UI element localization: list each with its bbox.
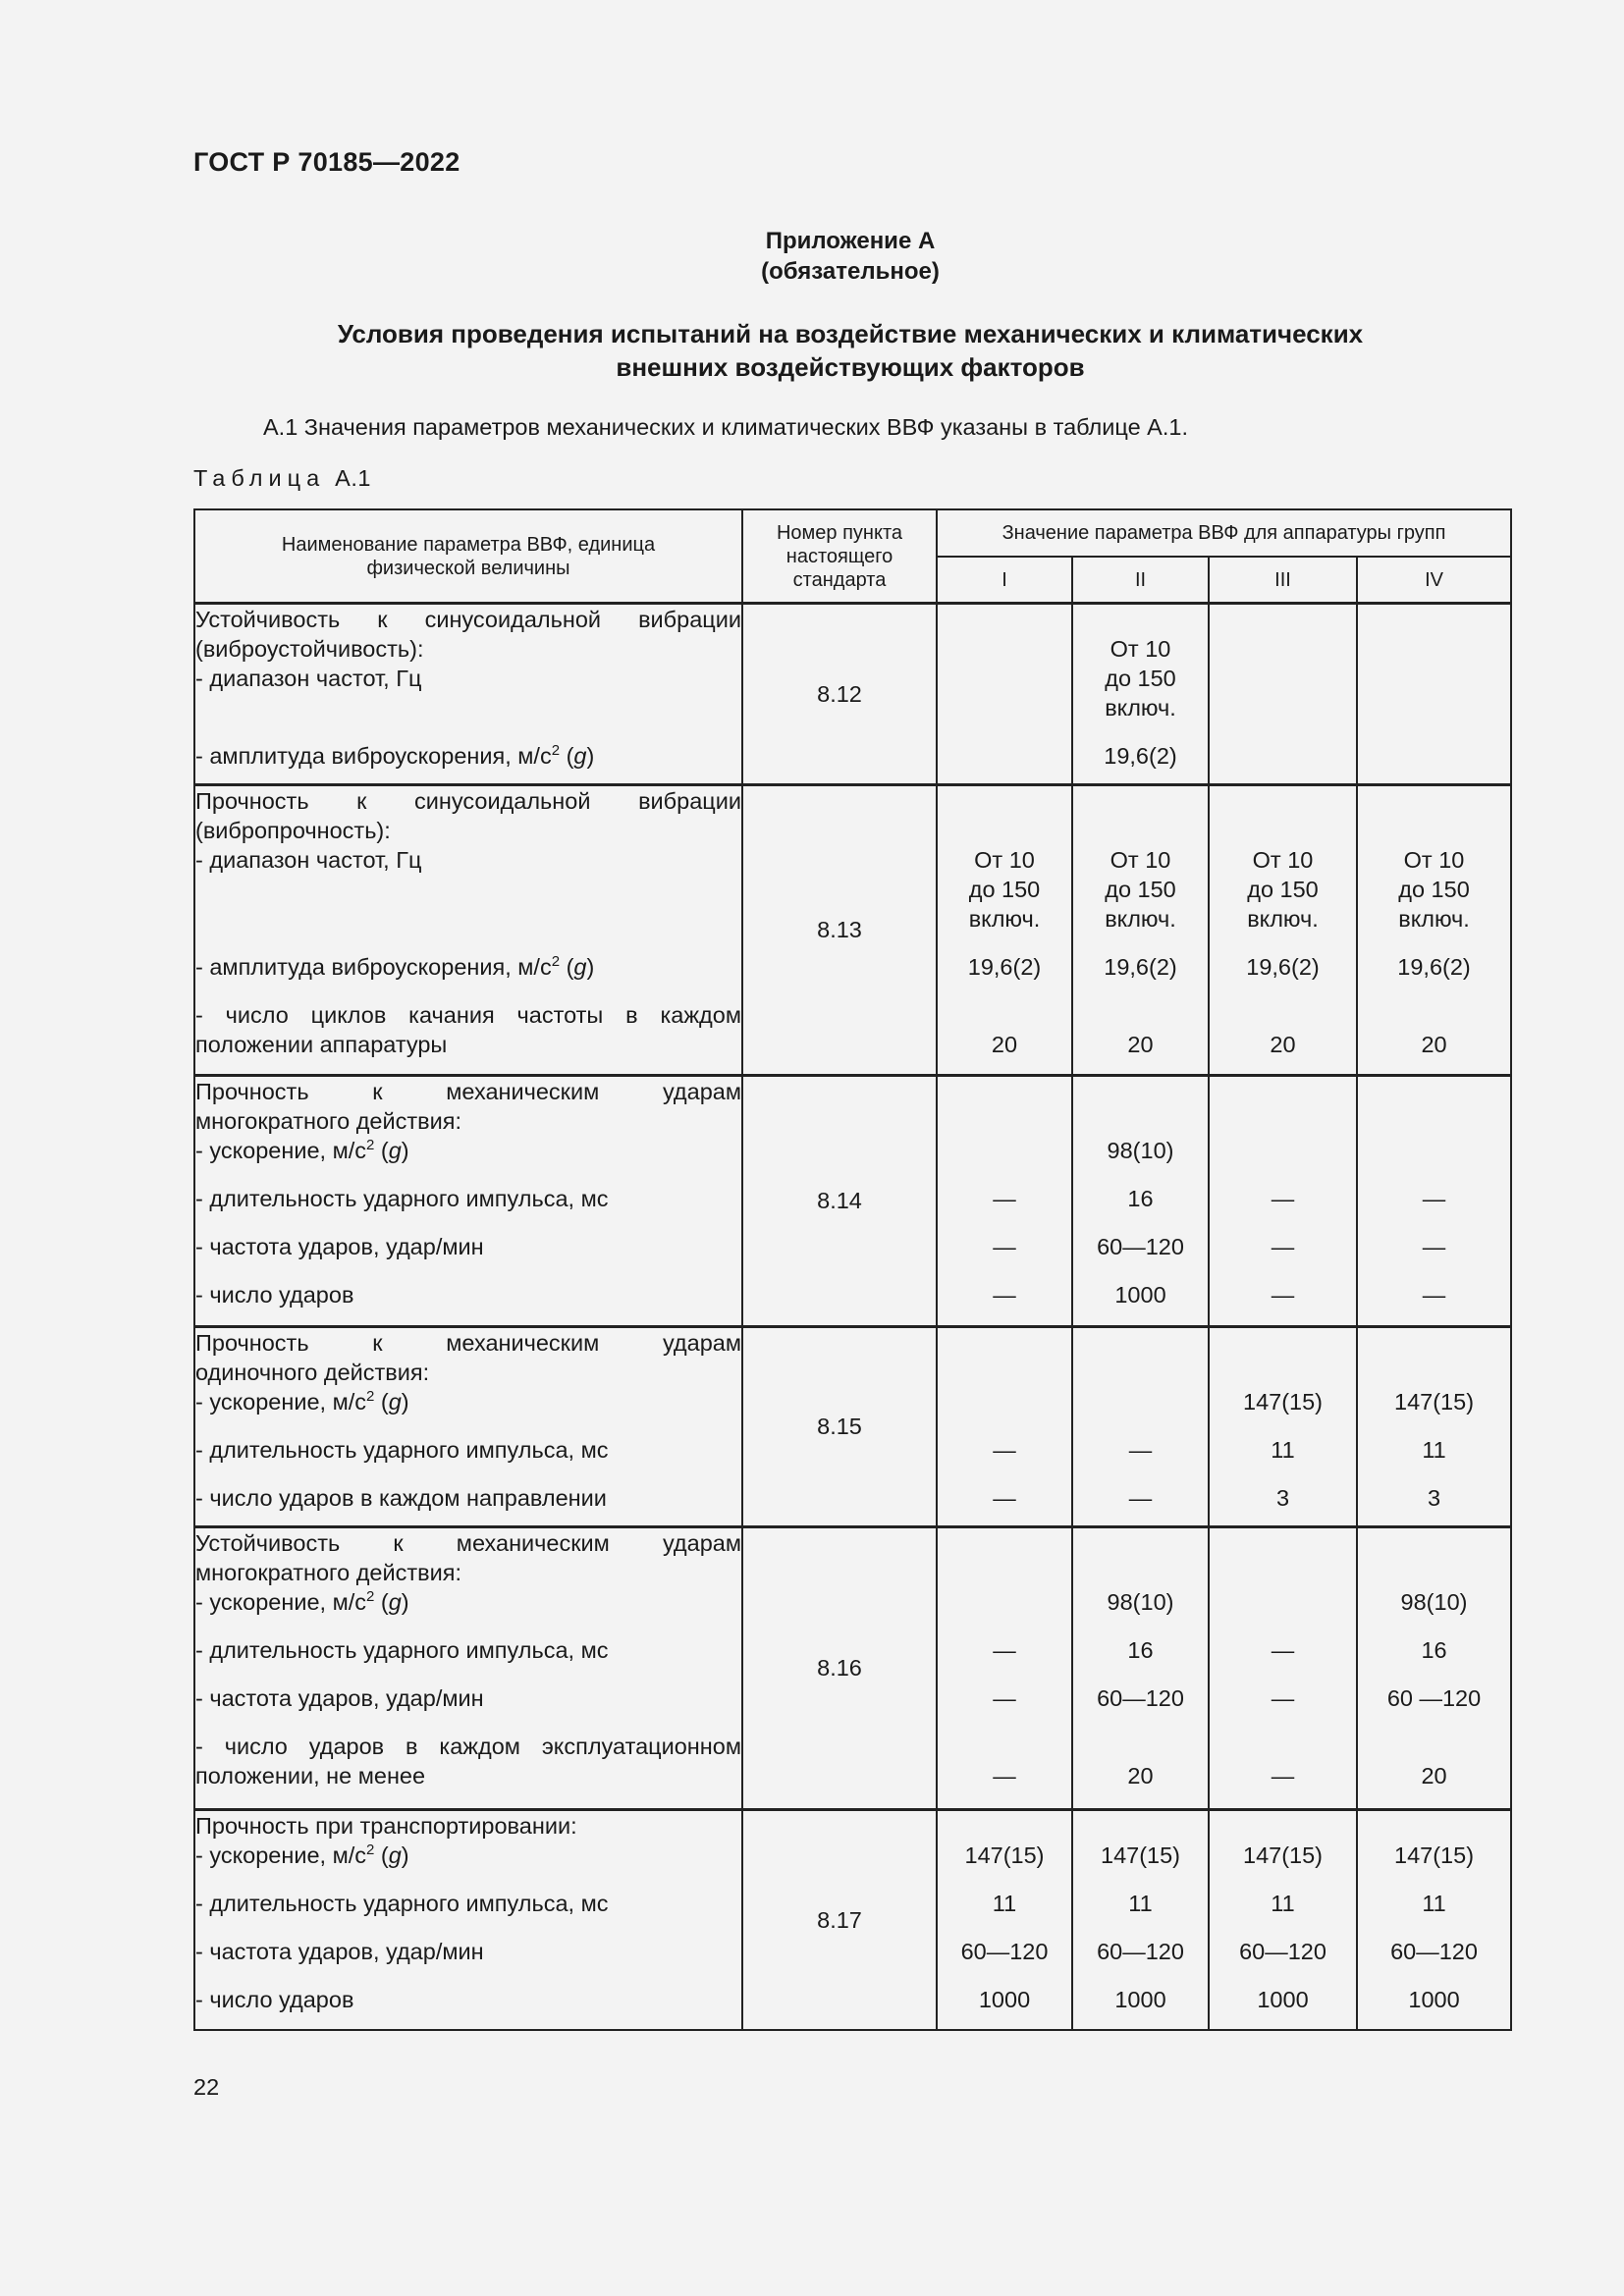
table-row: [194, 604, 1511, 785]
clause-number: 8.13: [742, 785, 937, 1076]
page-number: 22: [193, 2074, 220, 2100]
value-cell: 147(15) 11 3: [1357, 1327, 1511, 1527]
header-group-i: I: [937, 557, 1072, 604]
table-row: Прочность к синусоидальной вибрации (вибропрочность): - диапазон частот, Гц - амплитуда виброускорения, $м/с^2$ (g) - число циклов качания частоты в каждом положении аппаратуры 8.13 От 10 до 150 включ. 19,6(2) 20 От 10 до 150 включ. 19,6(2) 20 От 10 до 150 включ. 19,6(2) 20 От 10 до 150 включ. 19,6(2) 20: [194, 785, 1511, 1076]
value-cell: 147(15) 11 60—120 1000: [1357, 1810, 1511, 2031]
value-cell: От 10 до 150 включ. 19,6(2): [1072, 604, 1209, 785]
intro-paragraph: А.1 Значения параметров механических и климатических ВВФ указаны в таблице А.1.: [263, 414, 1188, 440]
row-group-8-17: [194, 1810, 1511, 2031]
value-cell: — — —: [1209, 1076, 1357, 1327]
value-cell: 147(15) 11 60—120 1000: [937, 1810, 1072, 2031]
table-row: Устойчивость к механическим ударам многократного действия: - ускорение, $м/с^2$ (g) - длительность ударного импульса, мс - частота ударов, удар/мин - число ударов в каждом эксплуатационном положении, не менее 8.16 — — — 98(10) 16 60—120 20 — — — 98(10) 16 60 —120 20: [194, 1527, 1511, 1810]
table-row: Прочность к механическим ударам одиночного действия: - ускорение, $м/с^2$ (g) - длительность ударного импульса, мс - число ударов в каждом направлении 8.15 — — — — 147(15) 11 3 147(15) 11 3: [194, 1327, 1511, 1527]
value-cell: — — —: [937, 1076, 1072, 1327]
value-cell: [1357, 604, 1511, 785]
value-cell: — — —: [1209, 1527, 1357, 1810]
param-title: Устойчивость к синусоидальной вибрации: [195, 607, 741, 632]
row-group-8-12: [194, 604, 1511, 785]
annex-heading: [0, 226, 1624, 287]
value-cell: — — —: [937, 1527, 1072, 1810]
table-label-word: Таблица: [193, 465, 326, 491]
value-cell: 147(15) 11 60—120 1000: [1209, 1810, 1357, 2031]
value-cell: 98(10) 16 60 —120 20: [1357, 1527, 1511, 1810]
table-label: [193, 465, 371, 492]
value-cell: [937, 604, 1072, 785]
param-item: - амплитуда виброускорения, $м/с^2$ (g): [195, 742, 595, 769]
param-title: (виброустойчивость):: [195, 636, 424, 662]
value-cell: — —: [1072, 1327, 1209, 1527]
clause-number: 8.17: [742, 1810, 937, 2031]
header-parameter: Наименование параметра ВВФ, единица физической величины: [194, 509, 742, 604]
parameters-table: [193, 508, 1512, 2031]
annex-title: [0, 317, 1624, 384]
row-group-8-13: [194, 785, 1511, 1076]
clause-number: 8.14: [742, 1076, 937, 1327]
clause-number: 8.12: [742, 604, 937, 785]
row-group-8-14: [194, 1076, 1511, 1327]
table-row: Прочность к механическим ударам многократного действия: - ускорение, $м/с^2$ (g) - длительность ударного импульса, мс - частота ударов, удар/мин - число ударов 8.14 — — — 98(10) 16 60—120 1000 — — — — — —: [194, 1076, 1511, 1327]
header-group-ii: II: [1072, 557, 1209, 604]
annex-title-line-2: внешних воздействующих факторов: [616, 352, 1085, 382]
clause-number: 8.16: [742, 1527, 937, 1810]
document-code: ГОСТ Р 70185—2022: [193, 147, 460, 177]
header-clause: Номер пункта настоящего стандарта: [742, 509, 937, 604]
annex-title-line-1: Условия проведения испытаний на воздействие механических и климатических: [337, 319, 1364, 348]
value-cell: От 10 до 150 включ. 19,6(2) 20: [1209, 785, 1357, 1076]
row-group-8-15: [194, 1327, 1511, 1527]
clause-number: 8.15: [742, 1327, 937, 1527]
value-cell: — — —: [1357, 1076, 1511, 1327]
value-cell: — —: [937, 1327, 1072, 1527]
value-cell: 98(10) 16 60—120 20: [1072, 1527, 1209, 1810]
param-item: - диапазон частот, Гц: [195, 666, 422, 691]
value-cell: 147(15) 11 3: [1209, 1327, 1357, 1527]
value-cell: 147(15) 11 60—120 1000: [1072, 1810, 1209, 2031]
annex-label: Приложение А: [765, 228, 936, 254]
annex-status: (обязательное): [761, 258, 940, 285]
header-group-iv: IV: [1357, 557, 1511, 604]
value-cell: От 10 до 150 включ. 19,6(2) 20: [937, 785, 1072, 1076]
header-value-group: Значение параметра ВВФ для аппаратуры групп: [937, 509, 1511, 557]
row-group-8-16: [194, 1527, 1511, 1810]
value-cell: [1209, 604, 1357, 785]
header-group-iii: III: [1209, 557, 1357, 604]
table-label-number: А.1: [335, 465, 371, 491]
table-row: Прочность при транспортировании: - ускорение, $м/с^2$ (g) - длительность ударного импульса, мс - частота ударов, удар/мин - число ударов 8.17 147(15) 11 60—120 1000 147(15) 11 60—120 1000 147(15) 11 60—120 1000 147(15) 11 60—120 1000: [194, 1810, 1511, 2031]
value-cell: От 10 до 150 включ. 19,6(2) 20: [1072, 785, 1209, 1076]
value-cell: 98(10) 16 60—120 1000: [1072, 1076, 1209, 1327]
value-cell: От 10 до 150 включ. 19,6(2) 20: [1357, 785, 1511, 1076]
